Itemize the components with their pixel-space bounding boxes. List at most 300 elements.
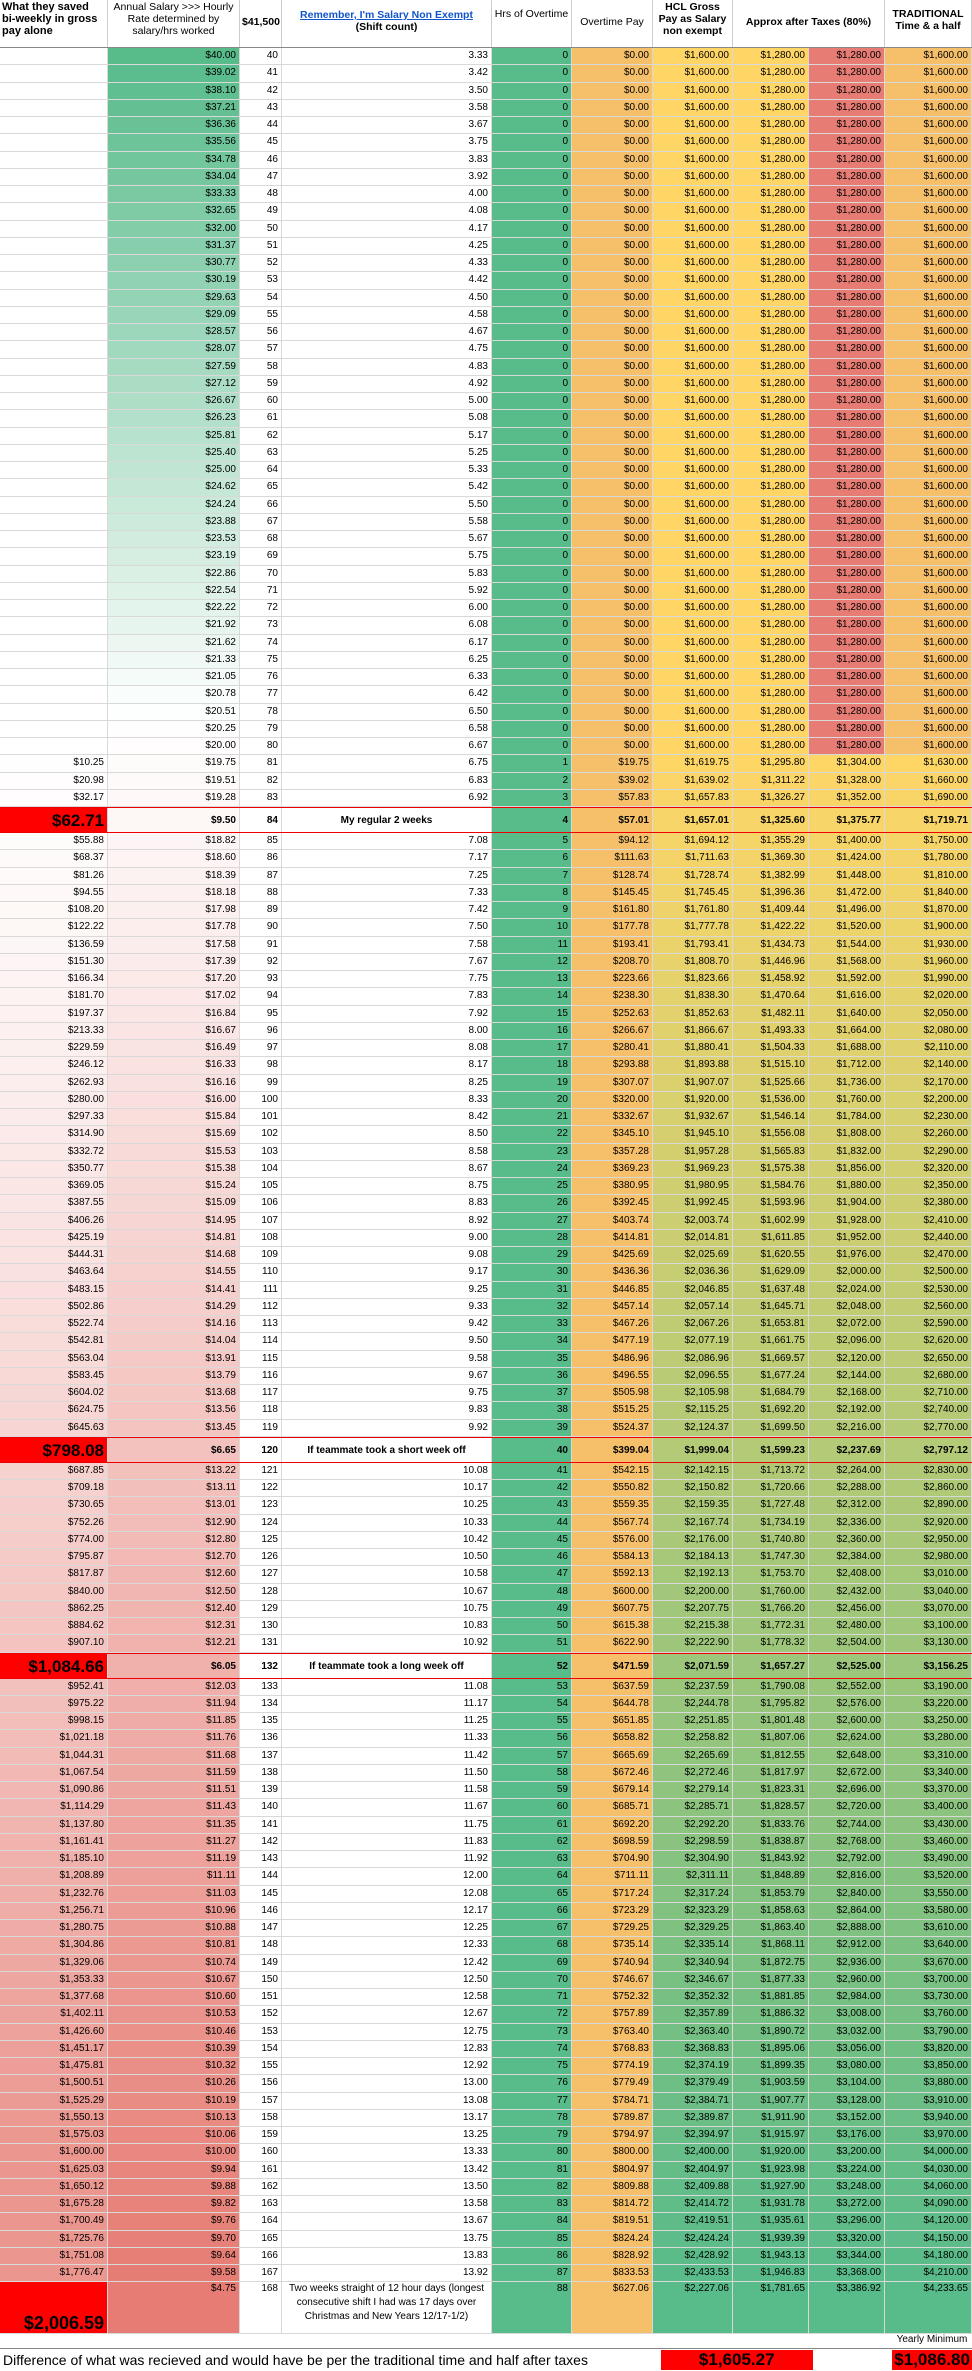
cell-trad: $3,250.00: [885, 1713, 972, 1729]
cell-trad_net: $2,792.00: [809, 1851, 885, 1867]
table-row: [0, 1653, 972, 1679]
cell-trad: $1,600.00: [885, 203, 972, 219]
cell-gross: $2,389.87: [653, 2110, 733, 2126]
cell-ot: 30: [492, 1264, 572, 1280]
cell-otpay: $128.74: [572, 868, 653, 884]
cell-gross: $1,745.45: [653, 885, 733, 901]
cell-otpay: $345.10: [572, 1126, 653, 1142]
cell-ot: 14: [492, 988, 572, 1004]
cell-trad: $2,020.00: [885, 988, 972, 1004]
table-row: [0, 1109, 972, 1126]
cell-saved: $1,500.51: [0, 2075, 108, 2091]
cell-otpay: $665.69: [572, 1748, 653, 1764]
cell-net: $1,946.83: [733, 2265, 809, 2281]
cell-hrs: 134: [240, 1696, 282, 1712]
cell-hrs: 45: [240, 134, 282, 150]
cell-trad: $1,600.00: [885, 479, 972, 495]
cell-hrs: 57: [240, 341, 282, 357]
cell-trad_net: $2,384.00: [809, 1549, 885, 1565]
cell-otpay: $746.67: [572, 1972, 653, 1988]
cell-hrs: 136: [240, 1730, 282, 1746]
cell-ot: 0: [492, 238, 572, 254]
cell-otpay: $740.94: [572, 1955, 653, 1971]
cell-gross: $1,600.00: [653, 410, 733, 426]
cell-gross: $2,071.59: [653, 1654, 733, 1678]
cell-gross: $1,600.00: [653, 721, 733, 737]
cell-net: $1,699.50: [733, 1420, 809, 1436]
cell-rate: $10.81: [108, 1937, 240, 1953]
cell-gross: $2,433.53: [653, 2265, 733, 2281]
cell-trad_net: $1,472.00: [809, 885, 885, 901]
cell-otpay: $496.55: [572, 1368, 653, 1384]
cell-gross: $1,969.23: [653, 1161, 733, 1177]
cell-trad: $2,140.00: [885, 1057, 972, 1073]
cell-trad: $4,030.00: [885, 2162, 972, 2178]
cell-shift: 6.25: [282, 652, 492, 668]
cell-net: $1,409.44: [733, 902, 809, 918]
cell-shift: Two weeks straight of 12 hour days (longest consecutive shift I had was 17 days over Christmas and New Years 12/17-1/2): [282, 2282, 492, 2333]
cell-net: $1,727.48: [733, 1497, 809, 1513]
cell-ot: 29: [492, 1247, 572, 1263]
cell-gross: $2,272.46: [653, 1765, 733, 1781]
table-row: [0, 186, 972, 203]
cell-net: $1,669.57: [733, 1351, 809, 1367]
cell-gross: $2,167.74: [653, 1515, 733, 1531]
cell-ot: 0: [492, 359, 572, 375]
cell-saved: [0, 548, 108, 564]
cell-trad_net: $1,280.00: [809, 686, 885, 702]
table-row: [0, 1635, 972, 1652]
cell-trad: $1,600.00: [885, 686, 972, 702]
cell-otpay: $0.00: [572, 152, 653, 168]
cell-hrs: 120: [240, 1438, 282, 1462]
cell-rate: $24.24: [108, 497, 240, 513]
cell-otpay: $584.13: [572, 1549, 653, 1565]
cell-otpay: $0.00: [572, 445, 653, 461]
table-row: [0, 1920, 972, 1937]
cell-saved: $20.98: [0, 773, 108, 789]
cell-trad: $2,920.00: [885, 1515, 972, 1531]
cell-saved: $884.62: [0, 1618, 108, 1634]
cell-net: $1,280.00: [733, 721, 809, 737]
cell-ot: 0: [492, 117, 572, 133]
cell-saved: $583.45: [0, 1368, 108, 1384]
cell-hrs: 144: [240, 1868, 282, 1884]
table-row: [0, 255, 972, 272]
cell-trad_net: $2,288.00: [809, 1480, 885, 1496]
cell-gross: $2,025.69: [653, 1247, 733, 1263]
cell-shift: 4.08: [282, 203, 492, 219]
table-row: [0, 1817, 972, 1834]
cell-otpay: $0.00: [572, 393, 653, 409]
cell-ot: 77: [492, 2093, 572, 2109]
cell-gross: $1,600.00: [653, 617, 733, 633]
table-row: [0, 1195, 972, 1212]
cell-hrs: 80: [240, 738, 282, 754]
cell-shift: 13.00: [282, 2075, 492, 2091]
cell-otpay: $0.00: [572, 669, 653, 685]
cell-ot: 40: [492, 1438, 572, 1462]
cell-saved: [0, 566, 108, 582]
cell-shift: 4.17: [282, 221, 492, 237]
cell-rate: $11.35: [108, 1817, 240, 1833]
cell-rate: $17.39: [108, 954, 240, 970]
cell-rate: $39.02: [108, 65, 240, 81]
cell-trad: $2,560.00: [885, 1299, 972, 1315]
cell-net: $1,575.38: [733, 1161, 809, 1177]
cell-net: $1,848.89: [733, 1868, 809, 1884]
cell-gross: $1,600.00: [653, 359, 733, 375]
cell-shift: 4.75: [282, 341, 492, 357]
cell-shift: 3.83: [282, 152, 492, 168]
cell-trad_net: $1,280.00: [809, 221, 885, 237]
cell-shift: 5.58: [282, 514, 492, 530]
table-row: [0, 1437, 972, 1463]
table-row: [0, 2265, 972, 2282]
cell-saved: $687.85: [0, 1463, 108, 1479]
cell-net: $1,923.98: [733, 2162, 809, 2178]
cell-trad: $1,600.00: [885, 635, 972, 651]
cell-net: $1,280.00: [733, 497, 809, 513]
header-link[interactable]: Remember, I'm Salary Non Exempt: [300, 9, 473, 21]
cell-ot: 0: [492, 635, 572, 651]
cell-otpay: $524.37: [572, 1420, 653, 1436]
cell-shift: 12.92: [282, 2058, 492, 2074]
cell-gross: $1,600.00: [653, 238, 733, 254]
cell-ot: 0: [492, 255, 572, 271]
cell-rate: $9.76: [108, 2213, 240, 2229]
cell-hrs: 99: [240, 1075, 282, 1091]
table-row: [0, 755, 972, 772]
table-row: [0, 1178, 972, 1195]
cell-hrs: 60: [240, 393, 282, 409]
cell-trad_net: $1,280.00: [809, 479, 885, 495]
table-row: [0, 1075, 972, 1092]
cell-gross: $2,304.90: [653, 1851, 733, 1867]
cell-rate: $12.80: [108, 1532, 240, 1548]
cell-trad: $2,350.00: [885, 1178, 972, 1194]
cell-hrs: 92: [240, 954, 282, 970]
cell-net: $1,280.00: [733, 100, 809, 116]
cell-saved: [0, 445, 108, 461]
cell-trad_net: $2,408.00: [809, 1566, 885, 1582]
cell-gross: $1,600.00: [653, 169, 733, 185]
cell-trad: $3,970.00: [885, 2127, 972, 2143]
cell-gross: $1,957.28: [653, 1144, 733, 1160]
cell-ot: 0: [492, 152, 572, 168]
cell-hrs: 109: [240, 1247, 282, 1263]
cell-ot: 57: [492, 1748, 572, 1764]
cell-otpay: $0.00: [572, 617, 653, 633]
cell-shift: 12.75: [282, 2024, 492, 2040]
cell-gross: $1,600.00: [653, 134, 733, 150]
cell-trad_net: $1,280.00: [809, 652, 885, 668]
cell-otpay: $0.00: [572, 738, 653, 754]
cell-trad: $2,080.00: [885, 1023, 972, 1039]
cell-gross: $2,292.20: [653, 1817, 733, 1833]
cell-trad_net: $3,386.92: [809, 2282, 885, 2333]
cell-net: $1,593.96: [733, 1195, 809, 1211]
cell-gross: $1,600.00: [653, 497, 733, 513]
cell-rate: $31.37: [108, 238, 240, 254]
cell-shift: 10.25: [282, 1497, 492, 1513]
cell-hrs: 103: [240, 1144, 282, 1160]
cell-ot: 78: [492, 2110, 572, 2126]
cell-shift: 11.58: [282, 1782, 492, 1798]
cell-trad: $1,600.00: [885, 100, 972, 116]
table-row: [0, 1989, 972, 2006]
cell-trad_net: $1,664.00: [809, 1023, 885, 1039]
cell-net: $1,565.83: [733, 1144, 809, 1160]
cell-rate: $10.46: [108, 2024, 240, 2040]
cell-saved: $229.59: [0, 1040, 108, 1056]
cell-trad: $1,600.00: [885, 445, 972, 461]
cell-gross: $1,600.00: [653, 48, 733, 64]
table-row: [0, 1006, 972, 1023]
cell-saved: [0, 721, 108, 737]
cell-trad_net: $2,648.00: [809, 1748, 885, 1764]
cell-hrs: 150: [240, 1972, 282, 1988]
cell-trad: $2,590.00: [885, 1316, 972, 1332]
cell-rate: $14.95: [108, 1213, 240, 1229]
cell-otpay: $177.78: [572, 919, 653, 935]
cell-trad: $3,580.00: [885, 1903, 972, 1919]
cell-gross: $1,600.00: [653, 307, 733, 323]
cell-rate: $12.40: [108, 1601, 240, 1617]
cell-shift: 6.42: [282, 686, 492, 702]
cell-trad: $1,990.00: [885, 971, 972, 987]
cell-otpay: $369.23: [572, 1161, 653, 1177]
cell-trad: $2,797.12: [885, 1438, 972, 1462]
cell-gross: $2,124.37: [653, 1420, 733, 1436]
cell-hrs: 59: [240, 376, 282, 392]
cell-shift: 5.83: [282, 566, 492, 582]
cell-rate: $18.60: [108, 850, 240, 866]
cell-saved: $563.04: [0, 1351, 108, 1367]
cell-otpay: $592.13: [572, 1566, 653, 1582]
cell-trad_net: $3,176.00: [809, 2127, 885, 2143]
cell-gross: $1,600.00: [653, 704, 733, 720]
cell-trad_net: $1,928.00: [809, 1213, 885, 1229]
cell-hrs: 116: [240, 1368, 282, 1384]
cell-rate: $32.65: [108, 203, 240, 219]
cell-rate: $10.53: [108, 2006, 240, 2022]
cell-trad: $1,600.00: [885, 221, 972, 237]
table-row: [0, 2093, 972, 2110]
cell-hrs: 52: [240, 255, 282, 271]
cell-trad_net: $1,280.00: [809, 359, 885, 375]
cell-otpay: $0.00: [572, 652, 653, 668]
cell-saved: [0, 738, 108, 754]
cell-ot: 26: [492, 1195, 572, 1211]
cell-net: $1,369.30: [733, 850, 809, 866]
cell-saved: $246.12: [0, 1057, 108, 1073]
cell-shift: 13.83: [282, 2248, 492, 2264]
cell-saved: $369.05: [0, 1178, 108, 1194]
cell-trad_net: $1,808.00: [809, 1126, 885, 1142]
cell-hrs: 165: [240, 2231, 282, 2247]
cell-trad: $4,120.00: [885, 2213, 972, 2229]
cell-ot: 62: [492, 1834, 572, 1850]
cell-trad: $2,650.00: [885, 1351, 972, 1367]
cell-ot: 0: [492, 686, 572, 702]
cell-rate: $35.56: [108, 134, 240, 150]
cell-net: $1,778.32: [733, 1635, 809, 1651]
cell-trad: $2,320.00: [885, 1161, 972, 1177]
cell-ot: 7: [492, 868, 572, 884]
cell-ot: 41: [492, 1463, 572, 1479]
cell-ot: 10: [492, 919, 572, 935]
cell-net: $1,280.00: [733, 83, 809, 99]
cell-otpay: $0.00: [572, 324, 653, 340]
cell-saved: $1,208.89: [0, 1868, 108, 1884]
cell-saved: $1,185.10: [0, 1851, 108, 1867]
cell-net: $1,482.11: [733, 1006, 809, 1022]
cell-otpay: $0.00: [572, 221, 653, 237]
cell-otpay: $0.00: [572, 462, 653, 478]
cell-rate: $19.28: [108, 790, 240, 806]
cell-trad: $1,690.00: [885, 790, 972, 806]
cell-trad_net: $1,280.00: [809, 324, 885, 340]
cell-trad_net: $2,960.00: [809, 1972, 885, 1988]
cell-shift: 4.00: [282, 186, 492, 202]
cell-ot: 0: [492, 221, 572, 237]
cell-trad: $2,770.00: [885, 1420, 972, 1436]
cell-shift: 4.58: [282, 307, 492, 323]
cell-ot: 11: [492, 937, 572, 953]
cell-otpay: $711.11: [572, 1868, 653, 1884]
cell-shift: 9.58: [282, 1351, 492, 1367]
cell-ot: 0: [492, 48, 572, 64]
cell-shift: 7.83: [282, 988, 492, 1004]
cell-ot: 74: [492, 2041, 572, 2057]
cell-trad: $1,600.00: [885, 704, 972, 720]
cell-hrs: 149: [240, 1955, 282, 1971]
cell-gross: $1,808.70: [653, 954, 733, 970]
table-row: [0, 1515, 972, 1532]
cell-saved: $425.19: [0, 1230, 108, 1246]
table-row: [0, 954, 972, 971]
table-row: [0, 1696, 972, 1713]
cell-gross: $2,323.29: [653, 1903, 733, 1919]
cell-ot: 2: [492, 773, 572, 789]
cell-ot: 16: [492, 1023, 572, 1039]
cell-hrs: 123: [240, 1497, 282, 1513]
cell-hrs: 142: [240, 1834, 282, 1850]
cell-hrs: 76: [240, 669, 282, 685]
cell-saved: $1,426.60: [0, 2024, 108, 2040]
table-row: [0, 2127, 972, 2144]
cell-gross: $1,657.83: [653, 790, 733, 806]
cell-gross: $1,600.00: [653, 583, 733, 599]
cell-trad: $1,600.00: [885, 169, 972, 185]
table-row: [0, 1092, 972, 1109]
cell-net: $1,280.00: [733, 583, 809, 599]
table-row: [0, 2006, 972, 2023]
cell-otpay: $208.70: [572, 954, 653, 970]
cell-hrs: 66: [240, 497, 282, 513]
cell-saved: [0, 152, 108, 168]
cell-shift: 11.92: [282, 1851, 492, 1867]
cell-rate: $11.27: [108, 1834, 240, 1850]
cell-rate: $27.12: [108, 376, 240, 392]
cell-rate: $28.07: [108, 341, 240, 357]
cell-shift: 12.33: [282, 1937, 492, 1953]
cell-hrs: 75: [240, 652, 282, 668]
cell-trad: $3,790.00: [885, 2024, 972, 2040]
cell-shift: 8.83: [282, 1195, 492, 1211]
cell-gross: $1,838.30: [653, 988, 733, 1004]
cell-otpay: $94.12: [572, 833, 653, 849]
cell-rate: $29.63: [108, 290, 240, 306]
cell-trad_net: $1,832.00: [809, 1144, 885, 1160]
cell-rate: $13.45: [108, 1420, 240, 1436]
cell-hrs: 95: [240, 1006, 282, 1022]
table-row: [0, 988, 972, 1005]
cell-otpay: $692.20: [572, 1817, 653, 1833]
cell-saved: [0, 290, 108, 306]
table-row: [0, 410, 972, 427]
cell-ot: 0: [492, 600, 572, 616]
cell-trad_net: $2,525.00: [809, 1654, 885, 1678]
cell-trad_net: $3,224.00: [809, 2162, 885, 2178]
cell-ot: 84: [492, 2213, 572, 2229]
cell-trad_net: $2,888.00: [809, 1920, 885, 1936]
cell-trad_net: $3,272.00: [809, 2196, 885, 2212]
cell-trad_net: $3,200.00: [809, 2144, 885, 2160]
cell-otpay: $477.19: [572, 1333, 653, 1349]
cell-shift: 7.17: [282, 850, 492, 866]
cell-trad_net: $2,600.00: [809, 1713, 885, 1729]
cell-ot: 88: [492, 2282, 572, 2333]
cell-rate: $14.16: [108, 1316, 240, 1332]
cell-hrs: 164: [240, 2213, 282, 2229]
cell-net: $1,931.78: [733, 2196, 809, 2212]
cell-trad: $3,490.00: [885, 1851, 972, 1867]
cell-hrs: 44: [240, 117, 282, 133]
cell-gross: $1,893.88: [653, 1057, 733, 1073]
cell-otpay: $380.95: [572, 1178, 653, 1194]
table-row: [0, 1566, 972, 1583]
cell-otpay: $392.45: [572, 1195, 653, 1211]
cell-saved: [0, 462, 108, 478]
cell-trad: $1,600.00: [885, 617, 972, 633]
cell-otpay: $0.00: [572, 134, 653, 150]
cell-ot: 9: [492, 902, 572, 918]
table-row: [0, 1601, 972, 1618]
cell-hrs: 133: [240, 1679, 282, 1695]
cell-rate: $16.67: [108, 1023, 240, 1039]
cell-hrs: 114: [240, 1333, 282, 1349]
cell-saved: $1,067.54: [0, 1765, 108, 1781]
cell-saved: $136.59: [0, 937, 108, 953]
cell-saved: [0, 117, 108, 133]
cell-trad: $1,600.00: [885, 410, 972, 426]
cell-otpay: $332.67: [572, 1109, 653, 1125]
cell-shift: 7.50: [282, 919, 492, 935]
cell-rate: $10.74: [108, 1955, 240, 1971]
cell-trad: $1,600.00: [885, 462, 972, 478]
cell-net: $1,280.00: [733, 341, 809, 357]
cell-otpay: $0.00: [572, 117, 653, 133]
cell-gross: $2,036.36: [653, 1264, 733, 1280]
cell-trad_net: $1,280.00: [809, 65, 885, 81]
table-row: [0, 462, 972, 479]
footer-diff: [0, 2348, 972, 2371]
table-row: [0, 48, 972, 65]
cell-trad: $4,000.00: [885, 2144, 972, 2160]
cell-gross: $2,329.25: [653, 1920, 733, 1936]
